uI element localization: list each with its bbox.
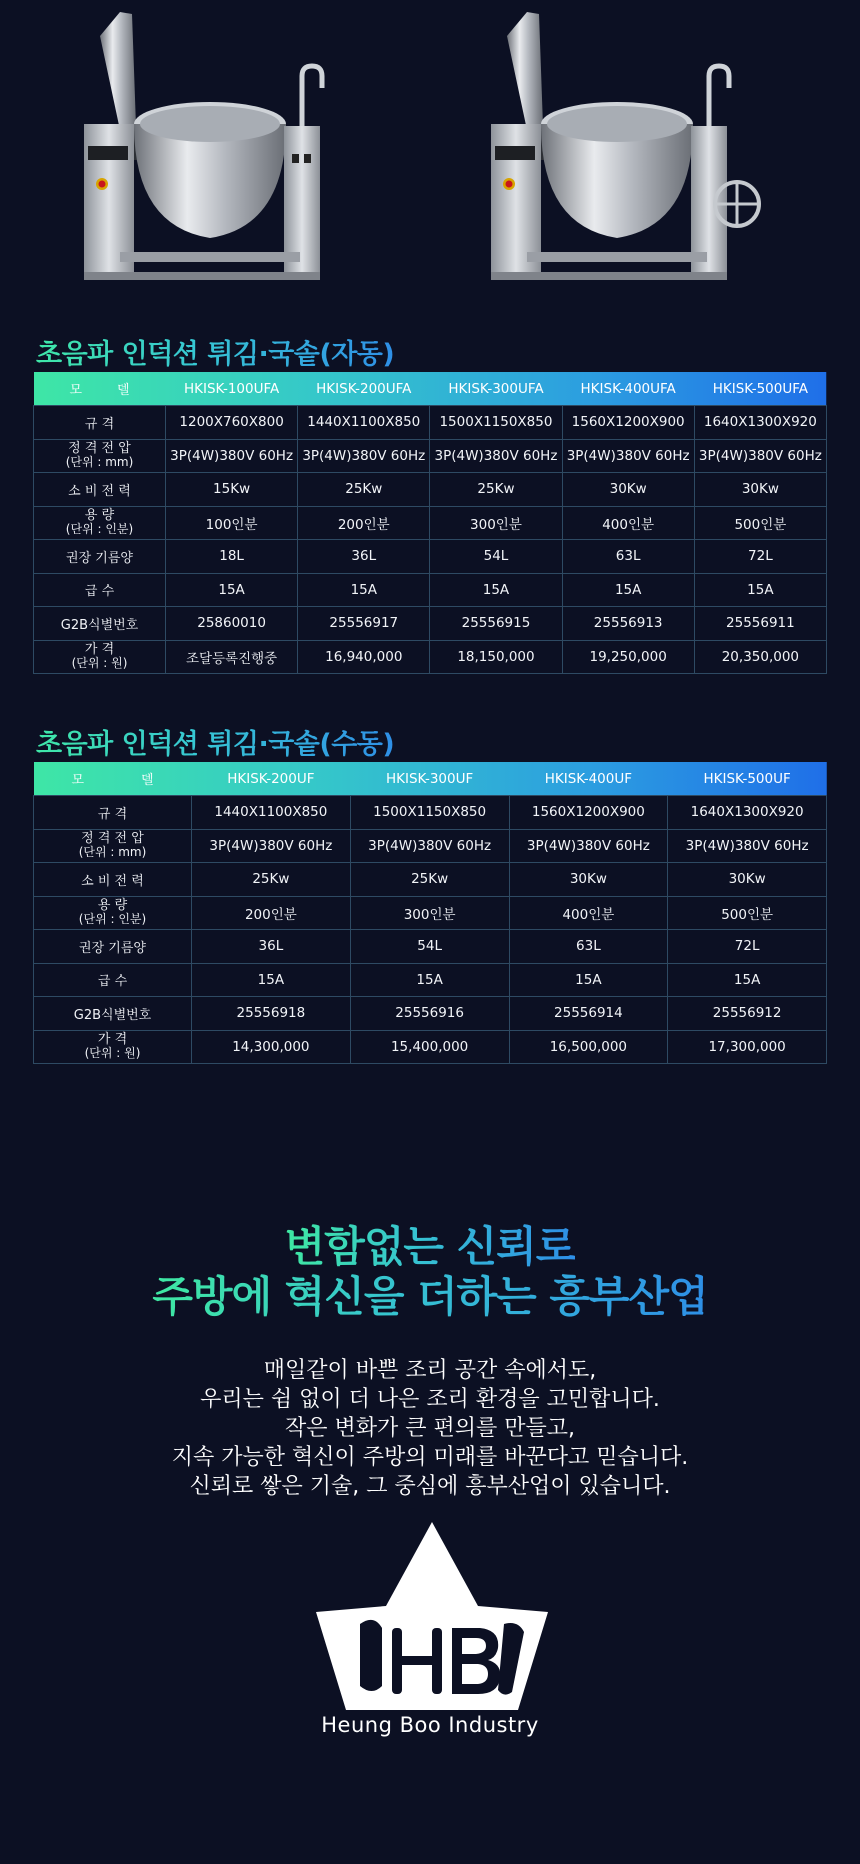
row-label [34, 473, 166, 507]
table-cell: 25Kw [350, 863, 509, 897]
row-label-text: 권장 기름양 [66, 550, 133, 566]
row-label [34, 640, 166, 674]
table-cell: 63L [562, 540, 694, 574]
row-label-text: 소 비 전 력 [81, 873, 144, 889]
table-cell: 25556918 [192, 997, 351, 1031]
row-label [34, 829, 192, 863]
table-cell: 3P(4W)380V 60Hz [509, 829, 668, 863]
row-label [34, 930, 192, 964]
table-cell: 1560X1200X900 [509, 796, 668, 830]
row-label-text: 용 량 [84, 508, 115, 523]
row-unit-text: (단위 : mm) [65, 455, 134, 470]
row-label-text: 권장 기름양 [79, 940, 146, 956]
table-cell: 200인분 [192, 896, 351, 930]
table-cell: 3P(4W)380V 60Hz [694, 439, 826, 473]
paragraph-line: 지속 가능한 혁신이 주방의 미래를 바꾼다고 믿습니다. [171, 1445, 689, 1470]
table-cell: 16,940,000 [298, 640, 430, 674]
row-label-text: 규 격 [84, 416, 115, 432]
row-label-text: 용 량 [97, 898, 128, 913]
table-cell: 1640X1300X920 [694, 406, 826, 440]
paragraph-line: 작은 변화가 큰 편의를 만들고, [285, 1416, 575, 1441]
section-title-manual: 초음파 인덕션 튀김·국솥(수동) [36, 722, 394, 761]
table-cell: 25556914 [509, 997, 668, 1031]
table-cell: 30Kw [668, 863, 827, 897]
header-cell: 모 델 [71, 773, 154, 788]
header-cell: HKISK-200UFA [316, 380, 412, 397]
table-cell: 200인분 [298, 506, 430, 540]
table-cell: 25556912 [668, 997, 827, 1031]
table-cell: 25Kw [192, 863, 351, 897]
table-cell: 36L [298, 540, 430, 574]
table-cell: 3P(4W)380V 60Hz [166, 439, 298, 473]
row-label [34, 540, 166, 574]
table-cell: 63L [509, 930, 668, 964]
table-cell: 500인분 [668, 896, 827, 930]
table-cell: 25Kw [430, 473, 562, 507]
header-cell: HKISK-300UF [385, 770, 474, 787]
table-header-row [34, 372, 827, 406]
row-label [34, 997, 192, 1031]
table-cell: 18,150,000 [430, 640, 562, 674]
table-cell: 500인분 [694, 506, 826, 540]
table-cell: 15A [192, 963, 351, 997]
row-label [34, 573, 166, 607]
brand-logo [312, 1520, 552, 1740]
brand-name: Heung Boo Industry [321, 1713, 539, 1737]
row-label-text: 가 격 [97, 1032, 128, 1047]
header-cell: HKISK-400UF [544, 770, 633, 787]
row-label-text: 규 격 [97, 806, 128, 822]
table-cell: 19,250,000 [562, 640, 694, 674]
row-label [34, 863, 192, 897]
table-cell: 1560X1200X900 [562, 406, 694, 440]
table-cell: 400인분 [562, 506, 694, 540]
table-cell: 16,500,000 [509, 1030, 668, 1064]
row-label-text: 급 수 [84, 584, 115, 600]
header-cell: HKISK-300UFA [448, 380, 544, 397]
table-cell: 25Kw [298, 473, 430, 507]
row-label [34, 439, 166, 473]
table-cell: 18L [166, 540, 298, 574]
brand-paragraph [0, 1356, 860, 1501]
table-cell: 15A [350, 963, 509, 997]
row-unit-text: (단위 : 원) [71, 656, 128, 671]
table-cell: 54L [430, 540, 562, 574]
table-cell: 30Kw [509, 863, 668, 897]
header-cell: HKISK-500UF [703, 770, 791, 787]
table-cell: 14,300,000 [192, 1030, 351, 1064]
table-cell: 1640X1300X920 [668, 796, 827, 830]
table-cell: 25556916 [350, 997, 509, 1031]
table-row [34, 640, 827, 674]
table-cell: 20,350,000 [694, 640, 826, 674]
slogan-line-2: 주방에 혁신을 더하는 흥부산업 [152, 1272, 708, 1321]
table-cell: 17,300,000 [668, 1030, 827, 1064]
table-cell: 15,400,000 [350, 1030, 509, 1064]
row-label-text: 소 비 전 력 [68, 483, 131, 499]
table-row [34, 930, 827, 964]
table-cell: 25860010 [166, 607, 298, 641]
table-cell: 3P(4W)380V 60Hz [430, 439, 562, 473]
table-cell: 30Kw [562, 473, 694, 507]
header-cell: HKISK-500UFA [712, 380, 809, 397]
table-cell: 25556917 [298, 607, 430, 641]
table-row [34, 896, 827, 930]
table-cell: 3P(4W)380V 60Hz [298, 439, 430, 473]
table-cell: 36L [192, 930, 351, 964]
table-row [34, 540, 827, 574]
table-cell: 3P(4W)380V 60Hz [668, 829, 827, 863]
header-cell: 모 델 [69, 383, 130, 398]
table-header-row [34, 762, 827, 796]
row-label-text: 가 격 [84, 642, 115, 657]
table-cell: 72L [668, 930, 827, 964]
paragraph-line: 신뢰로 쌓은 기술, 그 중심에 흥부산업이 있습니다. [189, 1474, 671, 1499]
table-cell: 1440X1100X850 [192, 796, 351, 830]
table-cell: 15A [430, 573, 562, 607]
table-row [34, 997, 827, 1031]
product-images [0, 0, 860, 300]
table-cell: 3P(4W)380V 60Hz [562, 439, 694, 473]
table-row [34, 1030, 827, 1064]
table-row [34, 607, 827, 641]
table-cell: 1200X760X800 [166, 406, 298, 440]
table-row [34, 506, 827, 540]
header-cell: HKISK-400UFA [580, 380, 676, 397]
table-cell: 30Kw [694, 473, 826, 507]
row-label-text: G2B식별번호 [60, 617, 139, 633]
table-cell: 15A [668, 963, 827, 997]
row-label [34, 406, 166, 440]
table-cell: 72L [694, 540, 826, 574]
slogan-line-1: 변함없는 신뢰로 [284, 1222, 576, 1271]
table-cell: 54L [350, 930, 509, 964]
row-label [34, 896, 192, 930]
table-cell: 1500X1150X850 [350, 796, 509, 830]
spec-table-manual [33, 762, 827, 1064]
table-cell: 400인분 [509, 896, 668, 930]
table-cell: 15A [509, 963, 668, 997]
table-row [34, 963, 827, 997]
table-cell: 1440X1100X850 [298, 406, 430, 440]
paragraph-line: 우리는 쉼 없이 더 나은 조리 환경을 고민합니다. [200, 1387, 660, 1412]
row-label-text: 정 격 전 압 [68, 441, 131, 456]
table-cell: 15A [166, 573, 298, 607]
table-row [34, 406, 827, 440]
table-cell: 25556913 [562, 607, 694, 641]
row-unit-text: (단위 : 인분) [65, 522, 134, 537]
table-cell: 100인분 [166, 506, 298, 540]
table-cell: 300인분 [350, 896, 509, 930]
row-label [34, 963, 192, 997]
table-row [34, 829, 827, 863]
header-cell: HKISK-200UF [227, 770, 315, 787]
table-row [34, 473, 827, 507]
table-cell: 15A [694, 573, 826, 607]
row-label [34, 1030, 192, 1064]
table-cell: 300인분 [430, 506, 562, 540]
paragraph-line: 매일같이 바쁜 조리 공간 속에서도, [263, 1358, 597, 1383]
row-label-text: G2B식별번호 [73, 1007, 152, 1023]
table-cell: 25556915 [430, 607, 562, 641]
table-cell: 3P(4W)380V 60Hz [192, 829, 351, 863]
row-label [34, 506, 166, 540]
table-row [34, 573, 827, 607]
section-title-auto: 초음파 인덕션 튀김·국솥(자동) [36, 332, 394, 371]
table-row [34, 796, 827, 830]
table-cell: 1500X1150X850 [430, 406, 562, 440]
table-row [34, 439, 827, 473]
row-unit-text: (단위 : mm) [78, 845, 147, 860]
table-row [34, 863, 827, 897]
kettle-image-manual [487, 6, 787, 294]
row-label [34, 607, 166, 641]
row-label-text: 정 격 전 압 [81, 831, 144, 846]
row-unit-text: (단위 : 인분) [78, 912, 147, 927]
header-cell: HKISK-100UFA [183, 380, 280, 397]
table-cell: 조달등록진행중 [166, 640, 298, 674]
row-label-text: 급 수 [97, 974, 128, 990]
table-cell: 15Kw [166, 473, 298, 507]
table-cell: 3P(4W)380V 60Hz [350, 829, 509, 863]
table-cell: 15A [562, 573, 694, 607]
table-cell: 15A [298, 573, 430, 607]
kettle-image-auto [80, 6, 380, 294]
table-cell: 25556911 [694, 607, 826, 641]
spec-table-auto [33, 372, 827, 674]
slogan [0, 1222, 860, 1322]
row-unit-text: (단위 : 원) [84, 1046, 141, 1061]
row-label [34, 796, 192, 830]
